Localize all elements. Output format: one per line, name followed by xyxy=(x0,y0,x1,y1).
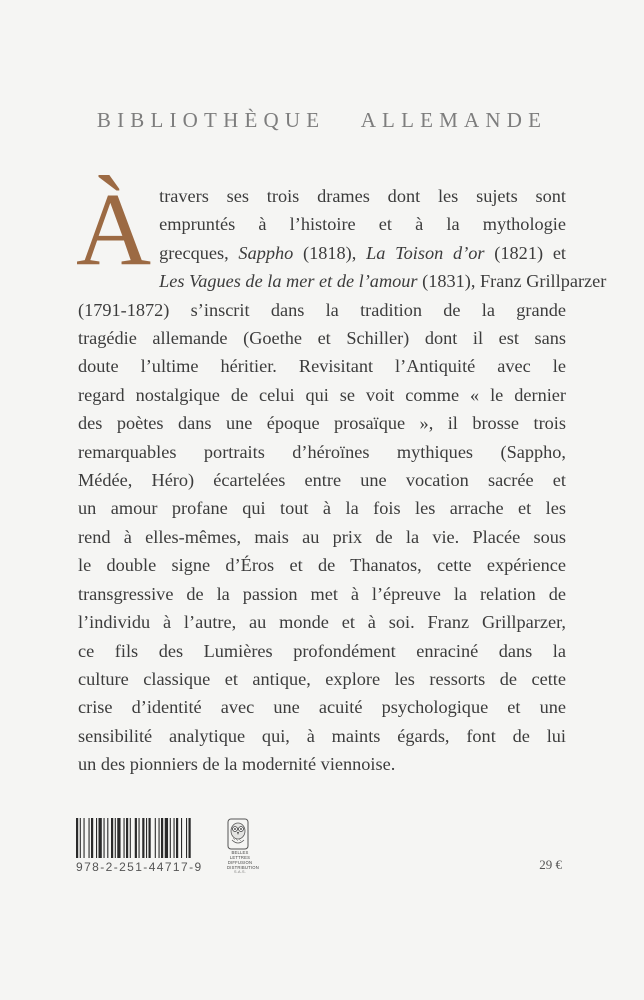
summary-line: sensibilité analytique qui, à maints égards, font de lui xyxy=(78,725,566,746)
barcode-bar xyxy=(115,818,116,858)
distributor-line-2: DIFFUSION xyxy=(227,860,253,865)
series-title-word-1: BIBLIOTHÈQUE xyxy=(96,108,326,132)
barcode-bar xyxy=(176,818,178,858)
summary-line: crise d’identité avec une acuité psychologique et une xyxy=(78,697,566,718)
summary-line: Les Vagues de la mer et de l’amour (1831), Franz Grillparzer xyxy=(159,271,607,292)
barcode-bar xyxy=(84,818,85,858)
barcode-bar xyxy=(117,818,120,858)
work-title: Sappho xyxy=(238,242,294,263)
summary-line: travers ses trois drames dont les sujets sont xyxy=(159,186,566,206)
barcode-bar xyxy=(159,818,160,858)
summary-line: regard nostalgique de celui qui se voit comme « le dernier xyxy=(78,384,566,405)
work-title: La Toison d’or xyxy=(366,242,485,263)
barcode-bar xyxy=(96,818,97,858)
barcode-bar xyxy=(189,818,191,858)
barcode xyxy=(76,818,240,858)
barcode-bar xyxy=(139,818,140,858)
summary-line: grecques, Sappho (1818), La Toison d’or (1821) et xyxy=(159,242,567,263)
summary-line: (1791-1872) s’inscrit dans la tradition de la grande xyxy=(78,299,566,320)
barcode-bar xyxy=(89,818,90,858)
price: 29 € xyxy=(539,857,562,872)
barcode-bar xyxy=(142,818,144,858)
summary-line: l’individu à l’autre, au monde et à soi. Franz Grillparzer, xyxy=(78,612,566,633)
barcode-bar xyxy=(135,818,137,858)
barcode-bar xyxy=(181,818,182,858)
summary-line: empruntés à l’histoire et à la mythologie xyxy=(159,214,566,235)
summary-line: tragédie allemande (Goethe et Schiller) dont il est sans xyxy=(78,328,566,349)
barcode-bar xyxy=(146,818,147,858)
summary-line: des poètes dans une époque prosaïque », il brosse trois xyxy=(78,413,566,434)
summary-line: remarquables portraits d’héroïnes mythiques (Sappho, xyxy=(78,441,566,462)
summary-line: rend à elles-mêmes, mais au prix de la vie. Placée sous xyxy=(78,526,566,547)
summary-line: le double signe d’Éros et de Thanatos, cette expérience xyxy=(78,555,566,576)
barcode-bar xyxy=(104,818,105,858)
series-title xyxy=(0,108,644,133)
distributor-line-3: DISTRIBUTION xyxy=(227,865,259,870)
barcode-bar xyxy=(155,818,156,858)
barcode-bar xyxy=(165,818,168,858)
barcode-bar xyxy=(174,818,175,858)
back-cover-summary xyxy=(76,172,607,779)
summary-line: un des pionniers de la modernité viennoise. xyxy=(78,754,396,775)
work-title: Les Vagues de la mer et de l’amour xyxy=(159,271,418,292)
barcode-bar xyxy=(76,818,78,858)
isbn-number: 978-2-251-44717-9 xyxy=(76,860,203,874)
barcode-bar xyxy=(186,818,187,858)
distributor-label xyxy=(227,850,259,875)
summary-line: ce fils des Lumières profondément enraciné dans la xyxy=(78,640,566,661)
summary-line: doute l’ultime héritier. Revisitant l’Antiquité avec le xyxy=(78,356,566,377)
barcode-bar xyxy=(91,818,93,858)
summary-lines xyxy=(76,172,607,779)
barcode-bar xyxy=(161,818,163,858)
barcode-bar xyxy=(99,818,102,858)
barcode-bar xyxy=(126,818,128,858)
distributor-line-1: BELLES LETTRES xyxy=(229,850,251,860)
summary-line: Médée, Héro) écartelées entre une vocation sacrée et xyxy=(78,470,566,491)
summary-line: transgressive de la passion met à l’épreuve la relation de xyxy=(78,583,566,604)
barcode-bar xyxy=(107,818,108,858)
summary-line: un amour profane qui tout à la fois les arrache et les xyxy=(78,498,566,519)
summary-line: culture classique et antique, explore les ressorts de cette xyxy=(78,668,566,689)
publisher-owl-logo-icon xyxy=(227,818,249,850)
barcode-bar xyxy=(130,818,131,858)
drop-cap-letter: À xyxy=(76,172,152,287)
distributor-line-4: S.A.S. xyxy=(234,870,246,874)
barcode-bar xyxy=(170,818,171,858)
series-title-word-2: ALLEMANDE xyxy=(360,108,548,132)
barcode-bar xyxy=(124,818,125,858)
barcode-bar xyxy=(149,818,151,858)
barcode-bar xyxy=(111,818,113,858)
barcode-bar xyxy=(80,818,81,858)
